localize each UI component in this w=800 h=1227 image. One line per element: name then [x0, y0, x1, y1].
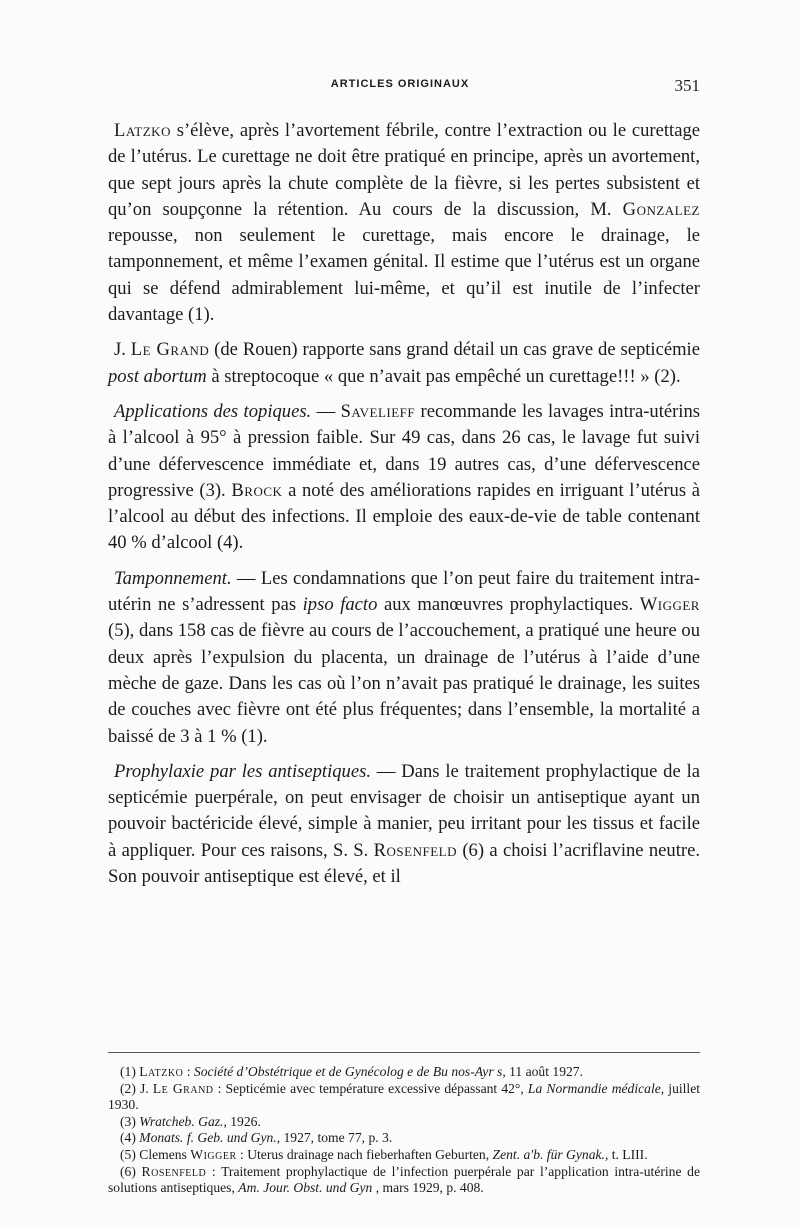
footnote-separator	[108, 1052, 700, 1053]
paragraphs-run: Brock	[231, 479, 283, 501]
page-number: 351	[674, 76, 700, 95]
footnotes-run: Monats. f. Geb. und Gyn.	[139, 1130, 277, 1146]
footnote-5	[108, 1147, 700, 1164]
paragraphs-run: recommande les lavages intra-utérins à l’alcool à 95° à pression faible. Sur 49 cas, dans 26 cas, le lavage fut suivi d’une défervescence immédiate et, dans 19 autres cas, d’une défervescence progressive (3).	[108, 400, 701, 501]
paragraphs-run: s’élève, après l’avortement fébrile, contre l’extraction ou le curettage de l’utérus. Le curettage ne doit être pratiqué en principe, après un avortement, que sept jours après la chute complète de la fièvre, si les pertes subsistent et qu’on soupçonne la rétention. Au cours de la discussion, M.	[108, 120, 700, 220]
paragraphs-run: — Les condamnations que l’on peut faire du traitement intra-utérin ne s’adressent pas	[108, 567, 700, 616]
paragraph-applications-des-topiques	[108, 399, 700, 557]
footnotes-run: : Traitement prophylactique de l’infection puerpérale par l’application intra-utérine de solutions antiseptiques,	[108, 1163, 701, 1196]
footnotes-run: Société d’Obstétrique et de Gynécolog e de Bu nos-Ayr s,	[193, 1064, 506, 1079]
footnotes-run: : Septicémie avec température excessive dépassant 42°,	[213, 1080, 528, 1096]
footnotes-run: Wigger	[190, 1146, 237, 1162]
footnotes-run: , mars 1929, p. 408.	[372, 1180, 484, 1196]
running-title: ARTICLES ORIGINAUX	[330, 78, 470, 90]
footnotes-run: :	[183, 1064, 194, 1079]
paragraphs-run: Wigger	[639, 594, 700, 616]
footnotes-run: , 1927, tome 77, p. 3.	[276, 1130, 393, 1146]
paragraphs-run: J.	[114, 339, 131, 361]
paragraphs-run: (6) a choisi l’acriflavine neutre. Son pouvoir antiseptique est élevé, et il	[108, 839, 700, 888]
footnotes-run: , juillet 1930.	[108, 1080, 701, 1113]
footnotes-run: (4)	[120, 1130, 140, 1146]
footnotes-run: Am. Jour. Obst. und Gyn	[238, 1180, 373, 1196]
footnotes-run: (5) Clemens	[120, 1146, 191, 1162]
footnotes-run: , t. LIII.	[604, 1146, 648, 1162]
footnotes-run: Latzko	[139, 1064, 184, 1079]
footnote-6	[108, 1164, 700, 1197]
footnotes-run: Le Grand	[152, 1080, 214, 1096]
footnotes-run: (1)	[120, 1064, 140, 1079]
paragraphs-run: (de Rouen) rapporte sans grand détail un cas grave de septicémie	[209, 339, 700, 361]
paragraph-le-grand	[108, 337, 700, 390]
paragraphs-run: Rosenfeld	[373, 839, 457, 861]
footnotes-run: (2) J.	[120, 1080, 153, 1096]
footnotes-run: 11 août 1927.	[505, 1064, 583, 1079]
paragraph-latzko	[108, 118, 700, 328]
paragraphs-run: — Dans le traitement prophylactique de la septicémie puerpérale, on peut envisager de choisir un antiseptique ayant un pouvoir bactéricide élevé, simple à manier, peu irritant pour les tissus et facile à appliquer. Pour ces raisons, S. S.	[108, 760, 700, 861]
footnote-1	[108, 1064, 700, 1081]
paragraphs-run: —	[311, 400, 341, 422]
paragraph-tamponnement	[108, 566, 700, 750]
footnotes-run: Wratcheb. Gaz.	[139, 1113, 224, 1129]
footnotes-run: Zent. a'b. für Gynak.	[492, 1146, 605, 1162]
paragraphs-run: Latzko	[114, 120, 171, 141]
paragraphs-run: Le Grand	[130, 339, 210, 361]
footnote-4	[108, 1130, 700, 1147]
paragraphs-run: à streptocoque « que n’avait pas empêché un curettage!!! » (2).	[206, 365, 681, 387]
paragraphs-run: (5), dans 158 cas de fièvre au cours de l’accouchement, a pratiqué une heure ou deux après l’expulsion du placenta, un drainage de l’utérus à l’aide d’une mèche de gaze. Dans les cas où l’on n’avait pas pratiqué le drainage, les suites de couches avec fièvre ont été plus fréquentes; dans l’ensemble, la mortalité a baissé de 3 à 1 % (1).	[108, 620, 700, 747]
footnotes	[108, 1064, 700, 1197]
footnote-2	[108, 1081, 700, 1114]
footnotes-run: (3)	[120, 1113, 140, 1129]
paragraphs-run: repousse, non seulement le curettage, mais encore le drainage, le tamponnement, et même l’examen génital. Il estime que l’utérus est un organe qui se défend admirablement lui-même, et qu’il est inutile de l’infecter davantage (1).	[108, 225, 700, 326]
running-header	[100, 78, 700, 100]
paragraphs-run: aux manœuvres prophylactiques.	[377, 594, 640, 616]
footnotes-run: (6)	[120, 1163, 142, 1179]
paragraphs-run: Savelieff	[340, 400, 416, 422]
footnotes-run: , 1926.	[223, 1113, 261, 1129]
paragraphs-run: a noté des améliorations rapides en irriguant l’utérus à l’alcool au début des infections. Il emploie des eaux-de-vie de table contenant 40 % d’alcool (4).	[108, 479, 700, 554]
footnotes-run: Rosenfeld	[141, 1163, 207, 1179]
paragraphs-run: ipso facto	[302, 594, 378, 616]
paragraph-prophylaxie	[108, 759, 700, 890]
paragraphs-run: Gonzalez	[622, 198, 700, 220]
paragraphs-run: Prophylaxie par les antiseptiques.	[114, 760, 371, 782]
paragraphs-run: Tamponnement.	[114, 567, 232, 589]
paragraphs-run: post abortum	[108, 365, 207, 387]
main-text	[108, 118, 700, 899]
footnotes-run: : Uterus drainage nach fieberhaften Geburten,	[236, 1146, 493, 1162]
footnote-3	[108, 1114, 700, 1131]
paragraphs-run: Applications des topiques.	[114, 400, 312, 422]
footnotes-run: La Normandie médicale	[527, 1080, 661, 1096]
